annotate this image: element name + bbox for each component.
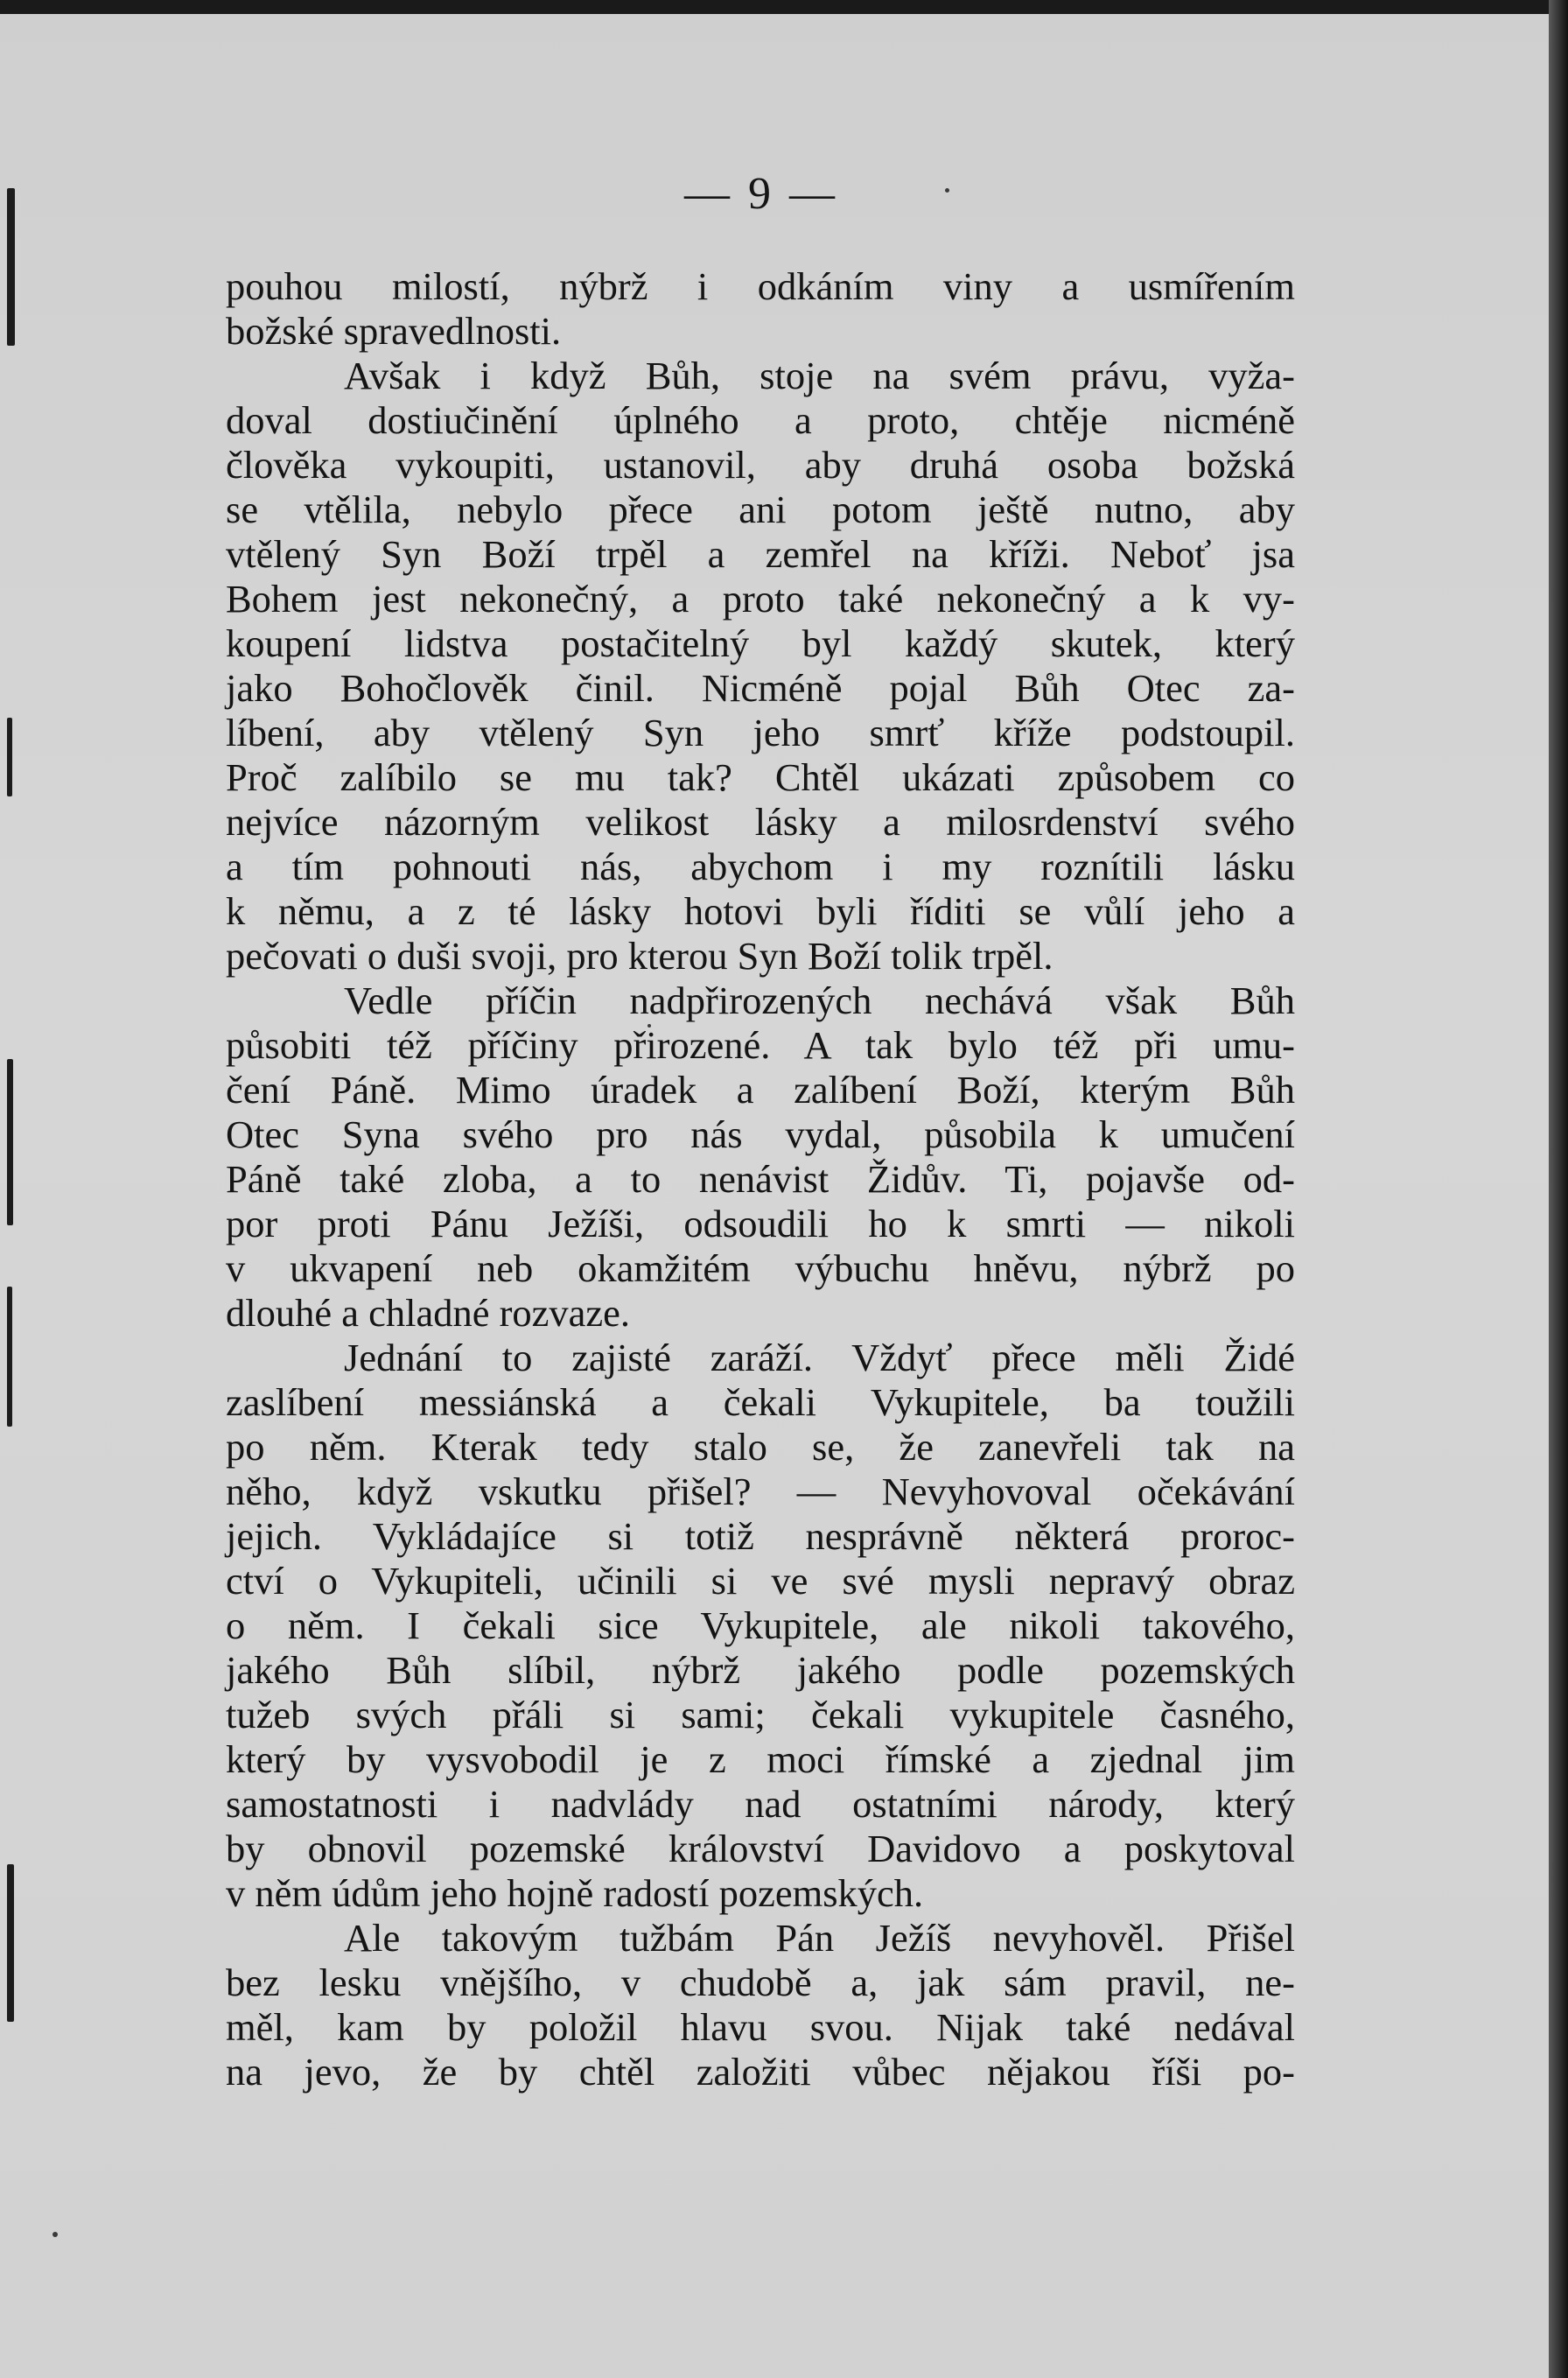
page-number: — 9 — <box>684 169 838 219</box>
text-line: by obnovil pozemské království Davidovo a poskytoval <box>226 1827 1295 1870</box>
scan-speck <box>52 2232 58 2237</box>
text-line: ctví o Vykupiteli, učinili si ve své mysli nepravý obraz <box>226 1559 1295 1603</box>
text-line: čení Páně. Mimo úradek a zalíbení Boží, kterým Bůh <box>226 1068 1295 1112</box>
text-line: o něm. I čekali sice Vykupitele, ale nikoli takového, <box>226 1603 1295 1647</box>
text-line: božské spravedlnosti. <box>226 309 562 353</box>
text-line: nejvíce názorným velikost lásky a milosrdenství svého <box>226 800 1295 844</box>
text-line: koupení lidstva postačitelný byl každý skutek, který <box>226 621 1295 665</box>
text-line: Jednání to zajisté zaráží. Vždyť přece měli Židé <box>344 1336 1295 1379</box>
text-line: zaslíbení messiánská a čekali Vykupitele, ba toužili <box>226 1380 1295 1424</box>
text-line: člověka vykoupiti, ustanovil, aby druhá osoba božská <box>226 443 1295 487</box>
text-line: samostatnosti i nadvlády nad ostatními národy, který <box>226 1782 1295 1826</box>
body-text <box>226 264 1295 2094</box>
scan-speck <box>945 188 949 193</box>
text-line: pečovati o duši svoji, pro kterou Syn Boží tolik trpěl. <box>226 934 1054 978</box>
text-line: Avšak i když Bůh, stoje na svém právu, vyža- <box>344 354 1295 397</box>
text-line: k němu, a z té lásky hotovi byli říditi se vůlí jeho a <box>226 889 1295 933</box>
binding-mark <box>7 718 12 796</box>
text-line: por proti Pánu Ježíši, odsoudili ho k smrti — nikoli <box>226 1202 1295 1245</box>
binding-mark <box>7 1864 14 2022</box>
binding-mark <box>7 1287 12 1427</box>
text-line: dlouhé a chladné rozvaze. <box>226 1291 631 1335</box>
text-line: vtělený Syn Boží trpěl a zemřel na kříži. Neboť jsa <box>226 532 1295 576</box>
text-line: jejich. Vykládajíce si totiž nesprávně některá proroc- <box>226 1514 1295 1558</box>
text-line: pouhou milostí, nýbrž i odkáním viny a usmířením <box>226 264 1295 308</box>
text-line: jako Bohočlověk činil. Nicméně pojal Bůh Otec za- <box>226 666 1295 710</box>
text-line: po něm. Kterak tedy stalo se, že zanevřeli tak na <box>226 1425 1295 1469</box>
text-line: Proč zalíbilo se mu tak? Chtěl ukázati způsobem co <box>226 755 1295 799</box>
text-line: líbení, aby vtělený Syn jeho smrť kříže podstoupil. <box>226 711 1295 754</box>
text-line: bez lesku vnějšího, v chudobě a, jak sám pravil, ne- <box>226 1961 1295 2004</box>
text-line: se vtělila, nebylo přece ani potom ještě nutno, aby <box>226 488 1295 531</box>
binding-mark <box>7 1059 13 1225</box>
text-line: doval dostiučinění úplného a proto, chtěje nicméně <box>226 398 1295 442</box>
text-line: a tím pohnouti nás, abychom i my roznítili lásku <box>226 845 1295 888</box>
text-line: Páně také zloba, a to nenávist Židův. Ti, pojavše od- <box>226 1157 1295 1201</box>
text-line: něho, když vskutku přišel? — Nevyhovoval očekávání <box>226 1470 1295 1513</box>
text-line: měl, kam by položil hlavu svou. Nijak také nedával <box>226 2005 1295 2049</box>
text-line: na jevo, že by chtěl založiti vůbec nějakou říši po- <box>226 2050 1295 2094</box>
text-line: který by vysvobodil je z moci římské a zjednal jim <box>226 1737 1295 1781</box>
text-line: Vedle příčin nadpřirozených nechává však Bůh <box>344 979 1295 1022</box>
text-line: Bohem jest nekonečný, a proto také nekonečný a k vy- <box>226 577 1295 621</box>
text-line: Ale takovým tužbám Pán Ježíš nevyhověl. Přišel <box>344 1916 1295 1960</box>
text-line: jakého Bůh slíbil, nýbrž jakého podle pozemských <box>226 1648 1295 1692</box>
text-line: tužeb svých přáli si sami; čekali vykupitele časného, <box>226 1693 1295 1736</box>
text-line: v něm údům jeho hojně radostí pozemských. <box>226 1871 924 1915</box>
text-line: působiti též příčiny přirozené. A tak bylo též při umu- <box>226 1023 1295 1067</box>
scan-top-edge <box>0 0 1568 14</box>
binding-mark <box>7 188 15 346</box>
text-line: v ukvapení neb okamžitém výbuchu hněvu, nýbrž po <box>226 1246 1295 1290</box>
scan-right-edge <box>1549 0 1568 2378</box>
text-line: Otec Syna svého pro nás vydal, působila k umučení <box>226 1112 1295 1156</box>
